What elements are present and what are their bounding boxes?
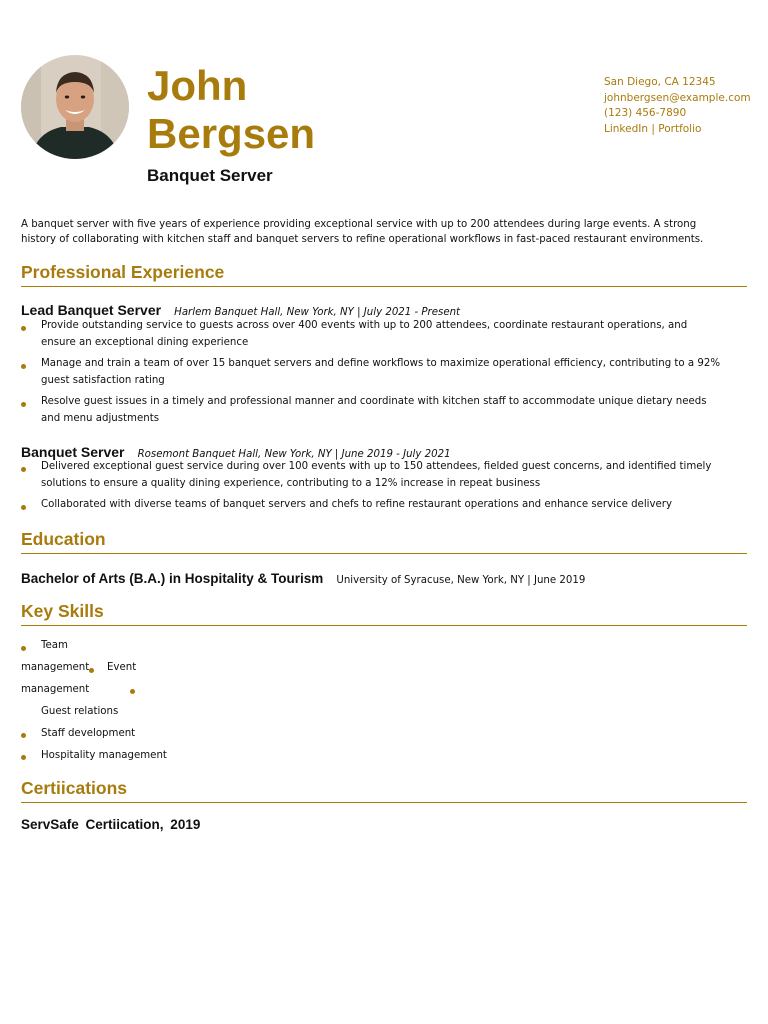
job-meta: Rosemont Banquet Hall, New York, NY | June 2019 - July 2021: [137, 449, 451, 460]
bullet-icon: [130, 689, 135, 694]
bullet-icon: [21, 326, 26, 331]
contact-phone[interactable]: (123) 456-7890: [604, 107, 687, 120]
linkedin-link[interactable]: LinkedIn: [604, 123, 649, 136]
degree: Bachelor of Arts (B.A.) in Hospitality & Tourism: [21, 571, 324, 586]
job-role: Lead Banquet Server: [21, 302, 162, 318]
list-item: Provide outstanding service to guests across over 400 events with up to 200 attendees, coordinate restaurant operations, and ensure an exceptional dining experience: [21, 318, 721, 351]
bullet-icon: [21, 364, 26, 369]
skill-item: management: [21, 684, 90, 695]
job-1-bullets: [21, 318, 721, 432]
first-name: John: [147, 62, 248, 109]
certifications-heading: Certiications: [21, 778, 747, 803]
education-heading: Education: [21, 529, 747, 554]
job-role: Banquet Server: [21, 444, 125, 460]
last-name: Bergsen: [147, 110, 316, 157]
education-entry: [21, 568, 585, 587]
skill-item: Team: [41, 640, 68, 651]
contact-location: San Diego, CA 12345: [604, 76, 716, 88]
skills-heading: Key Skills: [21, 601, 747, 626]
certification-entry: ServSafe Certiication, 2019: [21, 817, 201, 832]
list-item: Manage and train a team of over 15 banquet servers and define workflows to maximize operational efficiency, contributing to a 92% guest satisfaction rating: [21, 356, 721, 389]
profile-photo: [21, 55, 129, 159]
portfolio-link[interactable]: Portfolio: [658, 123, 702, 136]
bullet-icon: [89, 668, 94, 673]
list-item: Resolve guest issues in a timely and professional manner and coordinate with kitchen staff to accommodate unique dietary needs and menu adjustments: [21, 394, 721, 427]
portrait-image: [21, 55, 129, 159]
contact-links: [604, 122, 751, 138]
candidate-name: [147, 62, 315, 158]
job-2-bullets: [21, 459, 721, 519]
contact-block: [604, 75, 751, 138]
job-title: Banquet Server: [147, 166, 273, 185]
school: University of Syracuse, New York, NY | June 2019: [336, 575, 586, 586]
bullet-icon: [21, 505, 26, 510]
bullet-icon: [21, 733, 26, 738]
skill-item: Hospitality management: [41, 750, 167, 761]
link-separator: |: [651, 123, 655, 136]
skill-item: Staff development: [41, 728, 136, 739]
list-item: Collaborated with diverse teams of banquet servers and chefs to refine restaurant operations and enhance service delivery: [21, 497, 721, 514]
summary-paragraph: A banquet server with five years of experience providing exceptional service with up to 200 attendees during large events. A strong history of collaborating with kitchen staff and banquet servers to refine operational workflows in fast-paced restaurant environments.: [21, 219, 704, 246]
bullet-icon: [21, 467, 26, 472]
bullet-icon: [21, 755, 26, 760]
job-entry-1: [21, 300, 460, 319]
bullet-icon: [21, 646, 26, 651]
skill-item: Guest relations: [41, 706, 119, 717]
list-item: Delivered exceptional guest service during over 100 events with up to 150 attendees, fielded guest concerns, and identified timely solutions to ensure a quality dining experience, contributing to a 12% increase in repeat business: [21, 459, 721, 492]
bullet-icon: [21, 402, 26, 407]
skill-item: Event: [107, 662, 137, 673]
job-meta: Harlem Banquet Hall, New York, NY | July 2021 - Present: [174, 307, 461, 318]
experience-heading: Professional Experience: [21, 262, 747, 287]
skill-item: management: [21, 662, 90, 673]
contact-email[interactable]: johnbergsen@example.com: [604, 91, 751, 104]
